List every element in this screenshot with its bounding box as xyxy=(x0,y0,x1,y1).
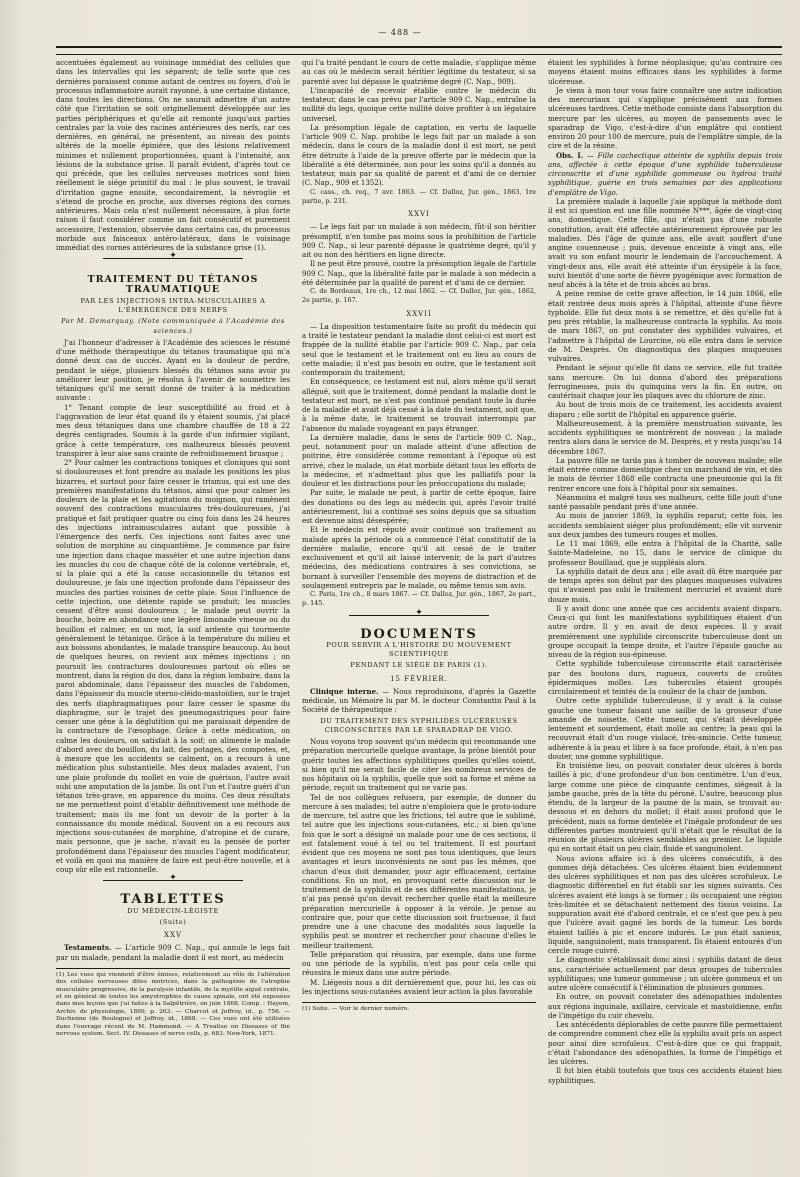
section-title: DOCUMENTS xyxy=(360,626,478,642)
paragraph: J'ai l'honneur d'adresser à l'Académie des sciences le résumé d'une méthode thérapeutique du tétanos traumatique qui m'a donné deux cas de succès. Ayant eu la douleur de perdre, pendant le siége, plusieurs blessés du tétanos sans avoir pu améliorer leur position, je résolus à l'avenir de soumettre les tétaniques qu'il me serait donné de traiter à la médication suivante : xyxy=(56,337,290,403)
column-3 xyxy=(548,58,782,1168)
paragraph: Il ne peut être prouvé, contre la présomption légale de l'article 909 C. Nap., que la libéralité faite par le malade à son médecin a été déterminée par la qualité de parent et d'ami de ce dernier. xyxy=(302,259,536,287)
columns xyxy=(56,58,782,1168)
column-1 xyxy=(56,58,290,1168)
paragraph: Malheureusement, à la première menstruation suivante, les accidents syphilitiques se montrèrent de nouveau ; la malade rentra alors dans le service de M. Desprès, et y resta jusqu'au 14 décembre 1867. xyxy=(548,418,782,456)
citation: C. de Bordeaux, 1re ch., 12 mai 1862. — Cf. Dalloz, Jur. gén., 1862, 2e partie, p. 167. xyxy=(302,287,536,305)
article-title: DU TRAITEMENT DES SYPHILIDES ULCÉREUSES CIRCONSCRITES PAR LE SPARADRAP DE VIGO. xyxy=(320,716,518,734)
paragraph: Par suite, le malade ne peut, à partir de cette époque, faire des donations ou des legs au médecin qui, après l'avoir traité antérieurement, lui a continué ses soins depuis que sa situation est devenue ainsi désespérée; xyxy=(302,488,536,525)
citation: C. cass., ch. req., 7 avr. 1863. — Cf. Dalloz, Jur. gén., 1863, 1re partie, p. 231. xyxy=(302,187,536,205)
ornament-divider xyxy=(103,880,243,889)
paragraph: La première malade à laquelle j'aie appliqué la méthode dont il est ici question est une fille nommée N***, âgée de vingt-cinq ans, domestique. Cette fille, qui n'était pas d'une robuste constitution, avait été affectée antérieurement éprouvée par les maladies. Dès l'âge de quinze ans, elle avait souffert d'une angine couenneuse ; puis, devenue enceinte à vingt ans, elle avait vu son enfant mourir le lendemain de l'accouchement. A vingt-deux ans, elle avait été atteinte d'un érysipèle à la face, suivi bientôt d'une sorte de fièvre pyogénique avec formation de neuf abcès à la tête et de trois abcès au bras. xyxy=(548,196,782,289)
paragraph: Le 11 mai 1869, elle entra à l'hôpital de la Charité, salle Sainte-Madeleine, no 15, dans le service de clinique du professeur Bouillaud, que je suppléais alors. xyxy=(548,539,782,567)
paragraph: Il y avait donc une année que ces accidents avaient disparu. Ceux-ci qui font les manifestations syphilitiques étaient d'un autre ordre. Il y en avait de deux espèces. Il y avait premièrement une syphilide circonscrite tuberculeuse dont un groupe occupait la tempe droite, et l'autre l'épaule gauche au niveau de la région sus-épineuse. xyxy=(548,603,782,659)
paragraph: Le diagnostic s'établissait donc ainsi : syphilis datant de deux ans, caractérisée actuellement par deux groupes de tubercules syphilitiques; une tumeur gommeuse ; un ulcère gommeux et un autre ulcère consécutif à l'élimination de plusieurs gommes. xyxy=(548,955,782,992)
page-number: — 488 — xyxy=(378,28,422,37)
date-heading: 15 FÉVRIER. xyxy=(390,674,448,683)
paragraph: accentuées également au voisinage immédiat des cellules que dans les intervalles qui les séparent; de telle sorte que ces dernières paraissent comme autant de centres ou foyers, d'où le processus inflammatoire aurait rayonné, à une certaine distance, dans toutes les directions. On ne saurait admettre d'un autre côté que l'irritation se soit originellement développée sur les parties périphériques et qu'elle ait remonté jusqu'aux parties centrales par la voie des racines antérieures des nerfs, car ces dernières, en général, ne présentent, au niveau des points altérés de la moelle épinière, que des lésions relativement minimes et nullement proportionnées, quant à l'intensité, aux lésions de la substance grise. Il paraît évident, d'après tout ce qui précède, que les cellules nerveuses motrices sont bien réellement le siége primitif du mal : le plus souvent, le travail d'irritation gagne ensuite, secondairement, la névroglie et s'étend de proche en proche, aux diverses régions des cornes antérieures. Mais cela n'est nullement nécessaire, à plus forte raison il faut considérer comme un fait consécutif et purement accessoire, l'extension, observée dans certains cas, du processus morbide aux faisceaux antéro-latéraux, dans le voisinage immédiat des cornes antérieures de la substance grise (1). xyxy=(56,58,290,252)
paragraph: Outre cette syphilide tuberculeuse, il y avait à la cuisse gauche une tumeur faisant une saillie de la grosseur d'une amande de noisette. Cette tumeur, qui s'était développée lentement et sourdement, était molle au centre; la peau qui la recouvrait était d'un rouge violacé, très-amincie. Cette tumeur, adhérente à la peau et libre à sa face profonde, était, à n'en pas douter, une gomme syphilitique. xyxy=(548,696,782,761)
paragraph: En conséquence, ce testament est nul, alors même qu'il serait allégué, soit que le traitement, donné pendant la maladie dont le testateur est mort, ne s'est pas continué pendant toute la durée de la maladie et avait déjà cessé à la date du testament, soit que, à la même date, le traitement se trouvait interrompu par l'absence du malade voyageant en pays étranger. xyxy=(302,377,536,433)
article-subtitle: PAR LES INJECTIONS INTRA-MUSCULAIRES A L'ÉMERGENCE DES NERFS xyxy=(80,296,266,314)
paragraph: Au mois de janvier 1869, la syphilis reparut; cette fois, les accidents semblaient siéger plus profondément; elle vit survenir aux deux jambes des tumeurs rouges et molles. xyxy=(548,511,782,539)
section-subtitle: POUR SERVIR A L'HISTOIRE DU MOUVEMENT SCIENTIFIQUE xyxy=(326,640,512,658)
section-number: XXVI xyxy=(408,210,430,218)
paragraph: 1° Tenant compte de leur susceptibilité au froid et à l'aggravation de leur état quand ils y étaient soumis, j'ai placé mes deux tétaniques dans une chambre chauffée de 18 à 22 degrés centigrades. Soumis à la garde d'un infirmier vigilant, grâce à cette température, ces malheureux blessés peuvent transpirer à leur aise sans crainte de refroidissement brusque ; xyxy=(56,402,290,458)
citation: C. Paris, 1re ch., 8 mars 1867. — Cf. Dalloz, Jur. gén., 1867, 2e part., p. 145. xyxy=(302,590,536,608)
article-author: Par M. Demarquay. (Note communiquée à l'Académie des sciences.) xyxy=(61,317,285,335)
paragraph: La pauvre fille ne tarda pas à tomber de nouveau malade; elle était entrée comme domestique chez un marchand de vin, et dès le mois de février 1868 elle contracta une pneumonie qui la fit rentrer encore une fois à l'hôpital pour six semaines. xyxy=(548,455,782,493)
paragraph: — La disposition testamentaire faite au profit du médecin qui a traité le testateur pendant la maladie dont celui-ci est mort est frappée de la nullité établie par l'article 909 C. Nap., par cela seul que le testament et le traitement ont eu lieu au cours de cette maladie; il n'est pas besoin en outre, que le testament soit contemporain du traitement; xyxy=(302,321,536,377)
paragraph: Pendant le séjour qu'elle fit dans ce service, elle fut traitée sans mercure. On lui donna d'abord des préparations ferrugineuses, puis du quinquina vers la fin. En outre, on cautérisait chaque jour les plaques avec du chlorure de zinc. xyxy=(548,363,782,400)
paragraph: Au bout de trois mois de ce traitement, les accidents avaient disparu ; elle sortit de l'hôpital en apparence guérie. xyxy=(548,400,782,419)
paragraph: étaient les syphilides à forme néoplasique; qu'au contraire ces moyens étaient moins efficaces dans les syphilides à forme ulcéreuse. xyxy=(548,58,782,86)
section-suite: (Suite) xyxy=(159,917,187,926)
footnote: (1) Les vues qui viennent d'être émises, relativement au rôle de l'altération des cellules nerveuses dites motrices, dans la pathogénie de l'atrophie musculaire progressive, de la paralysie infantile, de la myélite aiguë centrale, et en général de toutes les amyotrophies de cause spinale, ont été exposées dans mes leçons que j'ai faites à la Salpêtrière, en juin 1868. Comp. : Hayem, Archiv. de physiologie, 1869, p. 263. — Charcot et Joffroy, id., p. 756. — Duchenne (de Boulogne) et Joffroy, id., 1868. — Ces vues ont été utilisées dans l'ouvrage récent de M. Hammond. — A Treatise on Diseases of the nervous system. Sect. IV. Diseases of nerve cells, p. 683. New-York, 1871. xyxy=(56,968,290,1039)
paragraph: En outre, on pouvait constater des adénopathies indolentes aux régions inguinale, axillaire, cervicale et mastoïdienne, enfin de l'impétigo du cuir chevelu. xyxy=(548,992,782,1020)
section-number: XXV xyxy=(163,931,183,939)
paragraph: Les antécédents déplorables de cette pauvre fille permettaient de comprendre comment chez elle la syphilis avait pris un aspect pour ainsi dire scrofuleux. C'est-à-dire que ce qui frappait, c'était l'abondance des adénopathies, la forme de l'impétigo et les ulcères. xyxy=(548,1020,782,1066)
paragraph: M. Liégeois nous a dit dernièrement que, pour lui, les cas où les injections sous-cutanées avaient leur action la plus favorable xyxy=(302,977,536,996)
paragraph-lead: Testaments. xyxy=(64,943,112,953)
ornament-divider xyxy=(349,615,489,624)
paragraph: 2° Pour calmer les contractions toniques et cloniques qui sont si douloureuses et font prendre au malade les positions les plus bizarres, et surtout pour faire cesser le trismus, qui est une des premières manifestations du tétanos, ainsi que pour calmer les douleurs de la plaie et les agitations du moignon, qui ramènent souvent des contractions musculaires très-douloureuses, j'ai pratiqué et fait pratiquer quatre ou cinq fois dans les 24 heures des injections intramusculaires autant que possible à l'émergence des nerfs. Ces injections sont faites avec une solution de morphine au cinquantième. Je commence par faire une injection dans chaque masséter et une autre injection dans les muscles du cou de chaque côté de la colonne vertébrale, et, si la plaie qui a été la cause occasionnelle du tétanos est douloureuse, je fais une injection profonde dans l'épaisseur des muscles des parties voisines de cette plaie. Sous l'influence de cette injection, une détente rapide se produit; les muscles cessent d'être aussi douloureux ; le malade peut ouvrir la bouche, boire en abondance une légère limonade vineuse ou du bouillon et calmer, en un mot, la soif ardente qui tourmente généralement le tétanique. Grâce à la température du milieu et aux boissons abondantes, le malade transpire beaucoup. Au bout de quelques heures, on revient aux mêmes injections ; on poursuit les contractures douloureuses partout où elles se montrent, dans la région du dos, dans la région lombaire, dans la paroi abdominale, dans l'épaisseur des muscles de l'abdomen, dans l'épaisseur du muscle sterno-cléido-mastoïdien, sur le trajet des nerfs diaphragmatiques pour faire cesser le spasme du diaphragme, sur le trajet des pneumogastriques pour faire cesser une gêne à la déglutition qui me paraissait dépendre de la contracture de l'œsophage. Grâce à cette médication, on calme les douleurs, on satisfait à la soif; on alimente le malade d'abord avec du bouillon, du lait, des potages, des compotes, et, à mesure que les accidents se calment, on a recours à une médication plus substantielle. Mes deux malades avaient, l'un une plaie profonde du mollet en voie de guérison, l'autre avait subi une amputation de la jambe. Ils ont l'un et l'autre guéri d'un tétanos très-grave, en apparence du moins. Ces deux résultats ne me permettent point d'établir définitivement une méthode de traitement; mais ils me font un devoir de la porter à la connaissance du monde médical. Souvent on a eu recours aux injections sous-cutanées de morphine, d'atropine et de curare, mais personne, que je sache, n'avait eu la pensée de porter profondément dans l'épaisseur des muscles l'agent modificateur, et voilà en quoi ma manière de faire est peut-être nouvelle, et à coup sûr elle est rationnelle. xyxy=(56,458,290,874)
paragraph: Tel de nos collègues refusera, par exemple, de donner du mercure à ses malades; tel autre n'emploiera que le proto-iodure de mercure, tel autre que les frictions, tel autre que le sublimé, tel autre que les injections sous-cutanées, etc.; si bien qu'une fois que le sort a désigné un malade pour une de ces sections, il est fatalement voué à tel ou tel traitement. Il est pourtant évident que ces moyens ne sont pas tous identiques, que leurs avantages et leurs inconvénients ne sont pas les mêmes, que chacun d'eux doit demander, pour agir efficacement, certaine conditions. En un mot, en provoquant cette discussion sur le traitement de la syphilis et de ses différentes manifestations, je n'ai pas pensé qu'on devait rechercher quelle était la meilleure préparation mercurielle à opposer à la vérole. Je pense au contraire que, pour que cette discussion soit fructueuse, il faut prendre une à une chacune des modalités sous laquelle la syphilis peut se montrer et rechercher pour chacune d'elles le meilleur traitement. xyxy=(302,792,536,950)
paragraph: La dernière maladie, dans le sens de l'article 909 C. Nap., peut, notamment pour un malade atteint d'une affection de poitrine, être considérée comme remontant à l'époque où est arrivé, chez le malade, un état morbide détant tous les efforts de la médecine, et n'admettant plus que les palliatifs pour la douleur et les distractions pour les préoccupations du malade; xyxy=(302,432,536,488)
paragraph-lead: Obs. I. xyxy=(556,150,584,160)
paragraph: qui l'a traité pendant le cours de cette maladie, s'applique même au cas où le médecin serait héritier légitime du testateur, si sa parenté avec lui dépasse le quatrième degré (C. Nap., 909). xyxy=(302,58,536,86)
observation-summary: — Fille cachectique atteinte de syphilis depuis trois ans, affectée à cette époque d'une syphilide tuberculeuse circonscrite et d'une syphilide gommeuse ou hydroa traité syphilitique, guérie en trois semaines par des applications d'emplâtre de Vigo. xyxy=(548,150,782,197)
paragraph: Et le médecin est réputé avoir continué son traitement au malade après la période où a commencé l'état constitutif de la dernière maladie, encore qu'il ait cessé de le traiter exclusivement et qu'il ait laissé intervenir, de la part d'autres médecins, des médications contraires à ses convictions, se bornant à surveiller l'ensemble des moyens de distraction et de soulagement entrepris par le malade, ou même tenus son avis. xyxy=(302,525,536,590)
ornament-divider xyxy=(103,258,243,267)
paragraph: Néanmoins et malgré tous ses malheurs, cette fille jouit d'une santé passable pendant près d'une année. xyxy=(548,492,782,511)
paragraph: En troisième lieu, on pouvait constater deux ulcères à bords taillés à pic, d'une profondeur d'un bon centimètre. L'un d'eux, large comme une pièce de cinquante centimes, siégeait à la jambe gauche, près de la tête du péroné. L'autre, beaucoup plus étendu, de la largeur de la paume de la main, se trouvait au-dessous et en dehors du mollet; il était aussi profond que le précédent, mais sa forme dentelée et l'inégale profondeur de ses différentes parties montraient qu'il n'était que le résultat de la réunion de plusieurs ulcères semblables au premier. Le liquide qui en sortait était un peu clair, fluide et sanguinolent. xyxy=(548,761,782,854)
column-2 xyxy=(302,58,536,1168)
paragraph: A peine remise de cette grave affection, le 14 juin 1866, elle était rentrée deux mois après à l'hôpital, atteinte d'une fièvre typhoïde. Elle fut deux mois à se remettre, et dès qu'elle fut à peu près rétablie, la malheureuse contracta la syphilis. Au mois de mars 1867, on put constater des syphilides vulvaires, et l'admettre à l'hôpital de Lourcine, où elle entra dans le service de M. Desprès. On diagnostiqua des plaques muqueuses vulvaires. xyxy=(548,289,782,363)
paragraph: — L'article 909 C. Nap., qui annule le legs fait par un malade, pendant la maladie dont il est mort, au médecin xyxy=(56,943,290,962)
section-number: XXVII xyxy=(406,309,432,318)
section-title: TABLETTES xyxy=(120,892,226,908)
footnote: (1) Suite. — Voir le dernier numéro. xyxy=(302,1002,536,1013)
paragraph-lead: Clinique interne. xyxy=(310,686,379,696)
section-subtitle-2: PENDANT LE SIÉGE DE PARIS (1). xyxy=(350,661,488,670)
header-rule xyxy=(56,46,782,55)
section-subtitle: DU MÉDECIN-LÉGISTE xyxy=(127,906,219,915)
paragraph: Il fut bien établi toutefois que tous ces accidents étaient bien syphilitiques. xyxy=(548,1066,782,1085)
paragraph: Nous avions affaire ici à des ulcères consécutifs, à des gommes déjà détachées. Ces ulcères étaient bien évidemment des ulcères syphilitiques et non pas des ulcères scrofuleux. Le diagnostic différentiel en fut établi sur les signes suivants. Ces ulcères avaient été longs à se former ; ils occupaient une région très-limitée et se détachaient nettement des tissus voisins. La suppuration avait été d'abord centrale, et ce n'est que peu à peu que l'ulcère avait gagné les bords de la tumeur. Les bords étaient taillés à pic et encore indurés. Le pus était sanieux, liquide, sanguinolent, mais transparent. Ils étaient entourés d'un cercle rouge cuivré. xyxy=(548,853,782,955)
paragraph: — Le legs fait par un malade à son médecin, fût-il son héritier présomptif, n'en tombe pas moins sous la prohibition de l'article 909 C. Nap., si leur parenté dépasse le quatrième degré, qu'il y ait ou non des héritiers en ligne directe. xyxy=(302,222,536,259)
paragraph: Cette syphilide tuberculeuse circonscrite était caractérisée par des boutons durs, rugueux, couverts de croûtes épidermiques molles. Les tubercules étaient groupés circulairement et teintés de la couleur de la chair de jambon. xyxy=(548,659,782,696)
article-title: TRAITEMENT DU TÉTANOS TRAUMATIQUE xyxy=(87,274,259,295)
paragraph: Nous voyons trop souvent qu'un médecin qui recommande une préparation mercurielle quelque avantage, la prône bientôt pour guérir toutes les affections syphilitiques quelles qu'elles soient, si bien qu'il me serait facile de citer les nombreux services de nos hôpitaux où la syphilis, quelle que soit sa forme et même sa période, reçoit un traitement qui ne varie pas. xyxy=(302,737,536,793)
paragraph: Telle préparation qui réussira, par exemple, dans une forme ou une période de la syphilis, n'est pas pour cela celle qui réussira le mieux dans une autre période. xyxy=(302,949,536,978)
paragraph: La syphilis datait de deux ans ; elle avait dû être marquée par de temps après son début par des plaques muqueuses vulvaires qui n'avaient pas subi le traitement mercuriel et avaient duré douze mois. xyxy=(548,566,782,604)
paragraph: La présomption légale de captation, en vertu de laquelle l'article 909 C. Nap. prohibe le legs fait par un malade à son médecin, dans le cours de la maladie dont il est mort, ne peut être détruite à l'aide de la preuve offerte par le médecin que la libéralité a été déterminée, non pour les soins qu'il a donnés au testateur, mais par sa qualité de parent et d'ami de ce dernier (C. Nap., 909 et 1352). xyxy=(302,122,536,188)
paragraph: — Nous reproduisons, d'après la Gazette médicale, un Mémoire lu par M. le docteur Constantin Paul à la Société de thérapeutique : xyxy=(302,686,536,715)
paragraph: L'incapacité de recevoir établie contre le médecin du testateur, dans le cas prévu par l'article 909 C. Nap., entraîne la nullité du legs, quoique cette nullité doive profiter à un légataire universel. xyxy=(302,85,536,123)
paragraph: Je viens à mon tour vous faire connaître une autre indication des mercuriaux qui s'applique précisément aux formes ulcéreuses tardives. Cette méthode consiste dans l'absorption du mercure par les ulcères, au moyen de pansements avec le sparadrap de Vigo, c'est-à-dire d'un emplâtre qui contient environ 20 pour 100 de mercure, puis de l'emplâtre simple, de la cire et de la résine. xyxy=(548,85,782,151)
